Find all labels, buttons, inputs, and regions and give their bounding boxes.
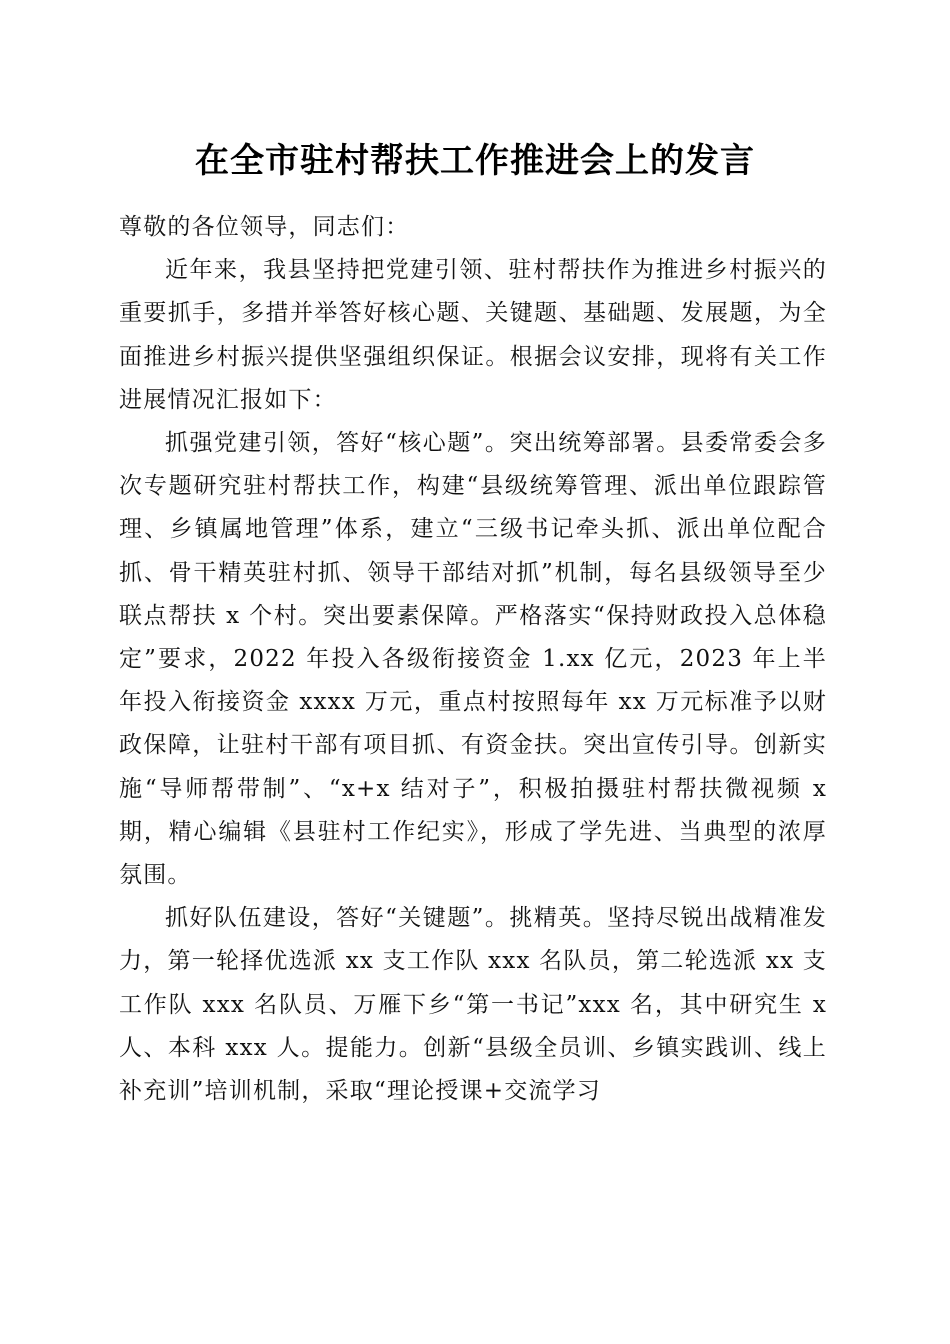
paragraph-core-question: 抓强党建引领，答好“核心题”。突出统筹部署。县委常委会多次专题研究驻村帮扶工作，构建“县级统筹管理、派出单位跟踪管理、乡镇属地管理”体系，建立“三级书记牵头抓、派出单位配合抓、骨干精英驻村抓、领导干部结对抓”机制，每名县级领导至少联点帮扶 x 个村。突出要素保障。严格落实“保持财政投入总体稳定”要求，2022 年投入各级衔接资金 1.xx 亿元，2023 年上半年投入衔接资金 xxxx 万元，重点村按照每年 xx 万元标准予以财政保障，让驻村干部有项目抓、有资金扶。突出宣传引导。创新实施“导师帮带制”、“x+x 结对子”，积极拍摄驻村帮扶微视频 x 期，精心编辑《县驻村工作纪实》，形成了学先进、当典型的浓厚氛围。 [119,430,827,889]
document-title: 在全市驻村帮扶工作推进会上的发言 [195,141,755,181]
salutation: 尊敬的各位领导，同志们： [119,214,410,240]
paragraph-key-question: 抓好队伍建设，答好“关键题”。挑精英。坚持尽锐出战精准发力，第一轮择优选派 xx 支工作队 xxx 名队员，第二轮选派 xx 支工作队 xxx 名队员、万雁下乡“第一书记”xxx 名，其中研究生 x 人、本科 xxx 人。提能力。创新“县级全员训、乡镇实践训、线上补充训”培训机制，采取“理论授课+交流学习 [119,905,827,1105]
document-body [119,206,827,1113]
paragraph-intro: 近年来，我县坚持把党建引领、驻村帮扶作为推进乡村振兴的重要抓手，多措并举答好核心题、关键题、基础题、发展题，为全面推进乡村振兴提供坚强组织保证。根据会议安排，现将有关工作进展情况汇报如下： [119,257,827,413]
